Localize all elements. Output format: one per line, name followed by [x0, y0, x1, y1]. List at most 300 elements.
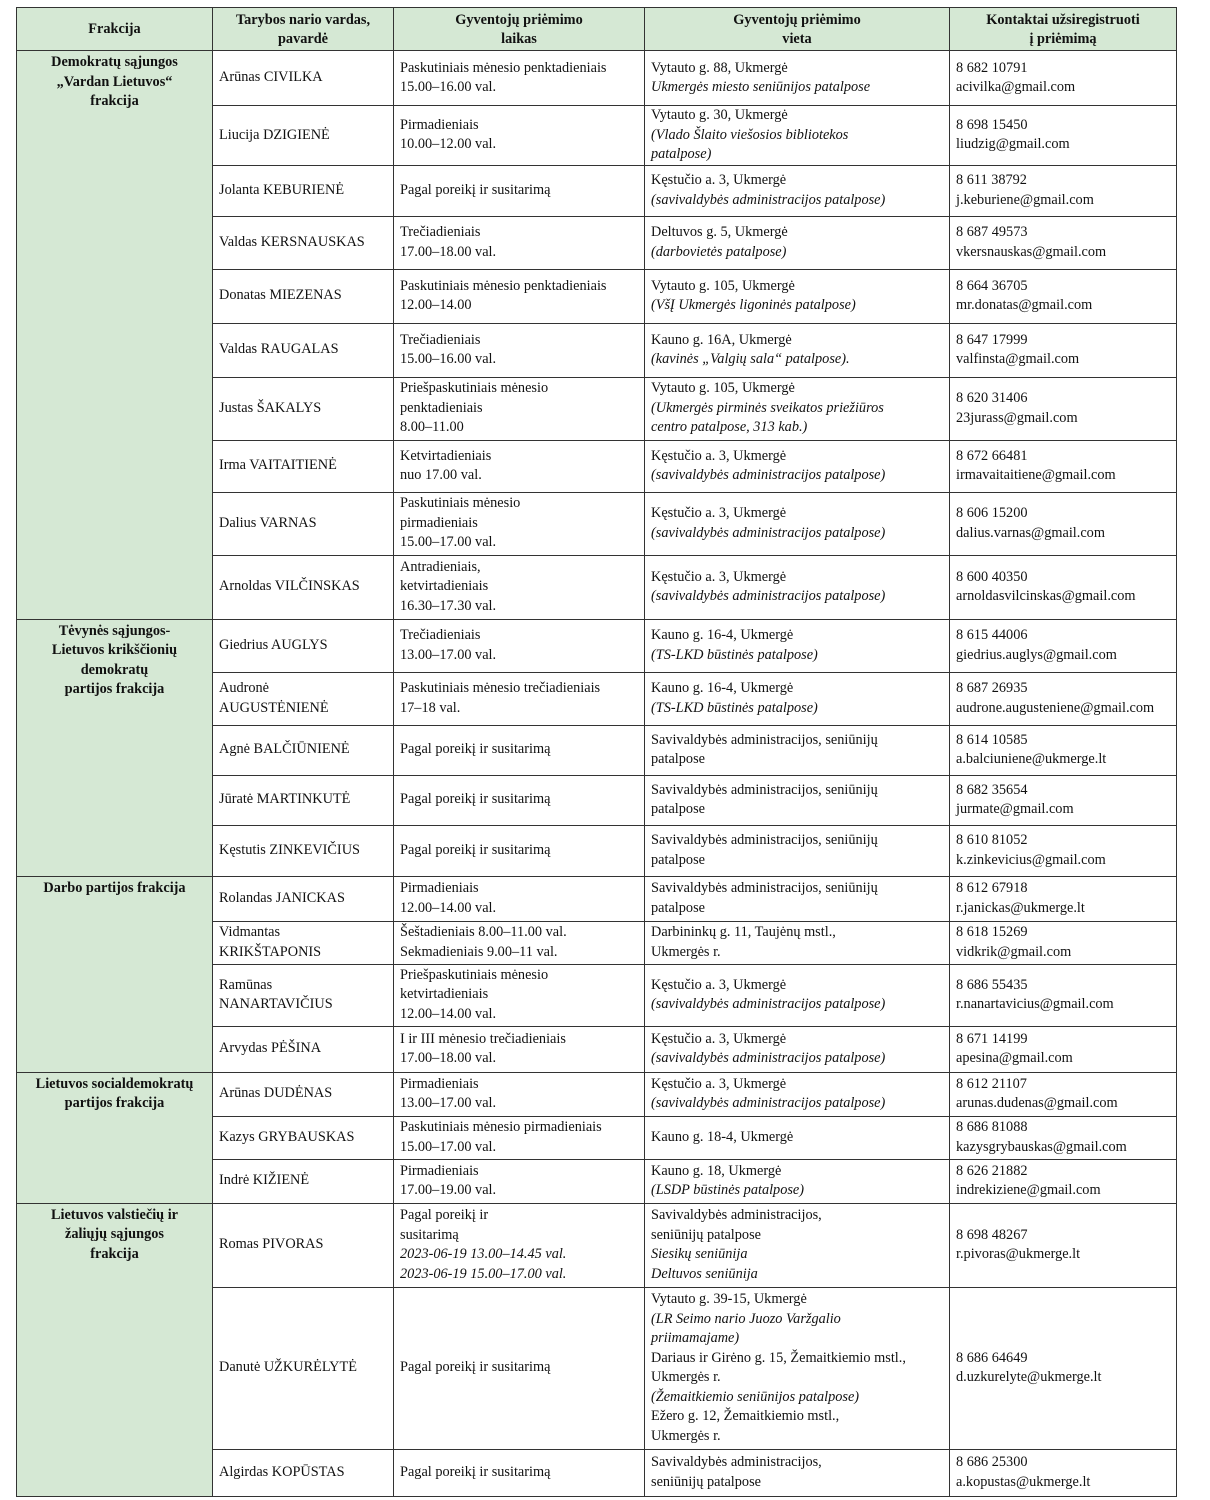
reception-place-cell [645, 1026, 950, 1072]
contact-cell [950, 555, 1177, 619]
reception-time-cell [394, 216, 645, 269]
reception-place-line: Kęstučio a. 3, Ukmergė [651, 447, 787, 464]
member-name-cell [213, 323, 394, 377]
email-address: liudzig@gmail.com [956, 136, 1070, 153]
member-name-cell [213, 921, 394, 964]
reception-place-line: (VšĮ Ukmergės ligoninės patalpose) [651, 297, 856, 313]
reception-time-line: I ir III mėnesio trečiadieniais [400, 1030, 566, 1047]
contact-cell [950, 165, 1177, 216]
email-address: kazysgrybauskas@gmail.com [956, 1138, 1127, 1155]
reception-time-line: 8.00–11.00 [400, 419, 464, 436]
header-reception-time: Gyventojų priėmimo laikas [394, 8, 645, 51]
member-name-line: Dalius VARNAS [219, 514, 317, 531]
phone-number: 8 618 15269 [956, 924, 1028, 940]
reception-time-cell [394, 323, 645, 377]
member-name-line: Ramūnas [219, 976, 273, 993]
faction-name-cell [17, 1203, 213, 1496]
contact-cell [950, 1287, 1177, 1449]
contact-cell [950, 440, 1177, 492]
reception-place-cell [645, 921, 950, 964]
faction-name-line: Tėvynės sąjungos- [58, 622, 171, 639]
reception-place-line: Ukmergės miesto seniūnijos patalpose [651, 79, 871, 95]
reception-time-cell [394, 440, 645, 492]
reception-place-line: (Ukmergės pirminės sveikatos priežiūros [651, 399, 884, 416]
member-name-cell [213, 1072, 394, 1116]
header-reception-place: Gyventojų priėmimo vieta [645, 8, 950, 51]
email-address: r.janickas@ukmerge.lt [956, 899, 1085, 916]
reception-place-line: Ežero g. 12, Žemaitkiemio mstl., [651, 1408, 840, 1424]
contact-cell [950, 964, 1177, 1026]
email-address: mr.donatas@gmail.com [956, 297, 1093, 313]
contact-cell [950, 51, 1177, 106]
member-name-cell [213, 106, 394, 166]
phone-number: 8 612 67918 [956, 880, 1028, 896]
reception-place-line: (savivaldybės administracijos patalpose) [651, 1050, 886, 1066]
reception-time-line: Paskutiniais mėnesio pirmadieniais [400, 1119, 602, 1135]
reception-time-line: Paskutiniais mėnesio penktadieniais [400, 277, 607, 294]
header-member-name: Tarybos nario vardas, pavardė [213, 8, 394, 51]
reception-time-line: 17.00–18.00 val. [400, 1050, 497, 1066]
reception-time-cell [394, 377, 645, 440]
phone-number: 8 687 26935 [956, 680, 1028, 696]
reception-place-cell [645, 1159, 950, 1203]
contact-cell [950, 1116, 1177, 1159]
phone-number: 8 686 25300 [956, 1454, 1028, 1470]
reception-place-line: Kęstučio a. 3, Ukmergė [651, 976, 787, 993]
reception-place-line: (savivaldybės administracijos patalpose) [651, 524, 886, 541]
reception-time-line: ketvirtadieniais [400, 986, 489, 1003]
email-address: giedrius.auglys@gmail.com [956, 646, 1117, 663]
table-row [17, 51, 1177, 106]
member-name-line: NANARTAVIČIUS [219, 996, 333, 1012]
member-name-line: Arvydas PĖŠINA [219, 1040, 322, 1057]
member-name-cell [213, 269, 394, 323]
reception-time-cell [394, 1449, 645, 1496]
member-name-cell [213, 377, 394, 440]
member-name-line: Arūnas DUDĖNAS [219, 1085, 333, 1102]
member-name-cell [213, 165, 394, 216]
member-name-line: Valdas KERSNAUSKAS [219, 233, 365, 250]
reception-place-line: Savivaldybės administracijos, seniūnijų [651, 832, 878, 848]
phone-number: 8 600 40350 [956, 568, 1028, 585]
reception-place-line: Kęstučio a. 3, Ukmergė [651, 172, 787, 188]
reception-place-line: Kauno g. 18-4, Ukmergė [651, 1128, 794, 1145]
reception-time-line: 16.30–17.30 val. [400, 597, 497, 614]
reception-time-line: 12.00–14.00 val. [400, 1005, 497, 1022]
reception-time-line: 12.00–14.00 val. [400, 899, 497, 916]
member-name-line: Audronė [219, 680, 270, 696]
reception-time-cell [394, 672, 645, 725]
reception-place-line: (darbovietės patalpose) [651, 243, 787, 260]
reception-time-line: Ketvirtadieniais [400, 447, 492, 464]
email-address: vidkrik@gmail.com [956, 943, 1072, 960]
reception-place-line: Kęstučio a. 3, Ukmergė [651, 1075, 787, 1092]
reception-place-line: Ukmergės r. [651, 1427, 721, 1444]
member-name-cell [213, 775, 394, 825]
member-name-line: Arnoldas VILČINSKAS [219, 578, 360, 595]
reception-place-cell [645, 1116, 950, 1159]
reception-time-cell [394, 1072, 645, 1116]
contact-cell [950, 269, 1177, 323]
phone-number: 8 672 66481 [956, 447, 1028, 464]
member-name-line: Agnė BALČIŪNIENĖ [219, 741, 350, 758]
reception-place-line: Vytauto g. 30, Ukmergė [651, 107, 788, 123]
reception-place-line: seniūnijų patalpose [651, 1473, 761, 1490]
reception-place-line: centro patalpose, 313 kab.) [651, 419, 808, 436]
reception-place-line: patalpose [651, 851, 705, 868]
reception-place-line: (TS-LKD būstinės patalpose) [651, 646, 818, 663]
reception-time-line: penktadieniais [400, 399, 483, 416]
reception-time-cell [394, 492, 645, 555]
phone-number: 8 671 14199 [956, 1030, 1028, 1047]
reception-place-line: Savivaldybės administracijos, [651, 1454, 822, 1470]
member-name-line: Justas ŠAKALYS [219, 399, 322, 416]
email-address: apesina@gmail.com [956, 1050, 1073, 1066]
reception-time-line: 12.00–14.00 [400, 297, 472, 313]
reception-time-line: 2023-06-19 15.00–17.00 val. [400, 1265, 567, 1282]
faction-name-line: frakcija [90, 93, 139, 109]
reception-time-line: pirmadieniais [400, 514, 478, 531]
faction-name-cell [17, 619, 213, 876]
table-row [17, 1203, 1177, 1287]
reception-place-line: patalpose) [651, 146, 712, 162]
reception-place-line: patalpose [651, 899, 705, 916]
member-name-line: Liucija DZIGIENĖ [219, 126, 330, 143]
reception-place-cell [645, 555, 950, 619]
member-name-line: Valdas RAUGALAS [219, 341, 339, 358]
email-address: valfinsta@gmail.com [956, 351, 1080, 367]
reception-time-line: 17–18 val. [400, 699, 461, 716]
reception-place-cell [645, 165, 950, 216]
reception-time-line: Paskutiniais mėnesio trečiadieniais [400, 680, 601, 696]
reception-place-line: (savivaldybės administracijos patalpose) [651, 467, 886, 483]
member-name-cell [213, 1449, 394, 1496]
email-address: k.zinkevicius@gmail.com [956, 851, 1106, 868]
member-name-line: Jolanta KEBURIENĖ [219, 181, 345, 198]
reception-place-line: (savivaldybės administracijos patalpose) [651, 996, 886, 1012]
reception-place-cell [645, 1072, 950, 1116]
reception-place-line: (TS-LKD būstinės patalpose) [651, 699, 818, 716]
reception-time-line: 13.00–17.00 val. [400, 646, 497, 663]
email-address: d.uzkurelyte@ukmerge.lt [956, 1369, 1102, 1385]
reception-place-cell [645, 323, 950, 377]
reception-time-line: Šeštadieniais 8.00–11.00 val. [400, 924, 567, 940]
reception-time-line: Antradieniais, [400, 558, 481, 575]
reception-time-cell [394, 555, 645, 619]
header-contacts: Kontaktai užsiregistruoti į priėmimą [950, 8, 1177, 51]
faction-name-line: partijos frakcija [64, 681, 165, 697]
member-name-cell [213, 51, 394, 106]
table-row [17, 876, 1177, 921]
reception-time-cell [394, 1116, 645, 1159]
phone-number: 8 682 35654 [956, 781, 1028, 798]
reception-time-cell [394, 1159, 645, 1203]
reception-place-cell [645, 964, 950, 1026]
reception-time-line: nuo 17.00 val. [400, 467, 482, 483]
reception-place-line: Savivaldybės administracijos, seniūnijų [651, 781, 878, 798]
member-name-line: Jūratė MARTINKUTĖ [219, 791, 351, 808]
phone-number: 8 612 21107 [956, 1075, 1027, 1092]
reception-place-line: Vytauto g. 88, Ukmergė [651, 59, 788, 76]
reception-place-line: Siesikų seniūnija [651, 1246, 748, 1262]
reception-place-cell [645, 876, 950, 921]
member-name-line: Giedrius AUGLYS [219, 636, 328, 653]
contact-cell [950, 672, 1177, 725]
reception-place-line: Kauno g. 18, Ukmergė [651, 1162, 782, 1179]
email-address: a.balciuniene@ukmerge.lt [956, 751, 1107, 767]
contact-cell [950, 1203, 1177, 1287]
reception-place-line: Savivaldybės administracijos, seniūnijų [651, 731, 878, 748]
reception-time-line: 17.00–18.00 val. [400, 243, 497, 260]
member-name-line: Indrė KIŽIENĖ [219, 1172, 310, 1189]
member-name-cell [213, 825, 394, 876]
reception-place-cell [645, 216, 950, 269]
reception-place-line: Ukmergės r. [651, 943, 721, 960]
phone-number: 8 664 36705 [956, 277, 1028, 294]
contact-cell [950, 725, 1177, 775]
reception-time-cell [394, 269, 645, 323]
member-name-cell [213, 1026, 394, 1072]
reception-place-line: Savivaldybės administracijos, seniūnijų [651, 880, 878, 896]
reception-time-line: Pagal poreikį ir susitarimą [400, 1463, 551, 1480]
reception-time-line: Trečiadieniais [400, 331, 481, 348]
member-name-line: Donatas MIEZENAS [219, 287, 342, 304]
reception-time-line: 10.00–12.00 val. [400, 136, 497, 153]
email-address: arunas.dudenas@gmail.com [956, 1095, 1118, 1111]
reception-time-cell [394, 1026, 645, 1072]
reception-place-cell [645, 51, 950, 106]
email-address: a.kopustas@ukmerge.lt [956, 1473, 1091, 1490]
faction-name-line: Lietuvos krikščionių [51, 642, 178, 658]
reception-place-line: seniūnijų patalpose [651, 1226, 761, 1243]
reception-place-line: Kauno g. 16-4, Ukmergė [651, 680, 794, 696]
phone-number: 8 686 64649 [956, 1349, 1028, 1366]
faction-name-cell [17, 51, 213, 620]
phone-number: 8 610 81052 [956, 832, 1028, 848]
member-name-cell [213, 492, 394, 555]
member-name-cell [213, 672, 394, 725]
reception-place-line: Kęstučio a. 3, Ukmergė [651, 568, 787, 585]
reception-time-line: 15.00–16.00 val. [400, 79, 497, 95]
contact-cell [950, 825, 1177, 876]
reception-place-line: Kauno g. 16A, Ukmergė [651, 331, 792, 348]
reception-place-line: (LR Seimo nario Juozo Varžgalio [651, 1310, 841, 1327]
reception-place-cell [645, 1449, 950, 1496]
reception-time-line: Pagal poreikį ir susitarimą [400, 841, 551, 858]
reception-time-line: Pagal poreikį ir susitarimą [400, 791, 551, 808]
reception-place-line: Darbininkų g. 11, Taujėnų mstl., [651, 924, 836, 940]
email-address: 23jurass@gmail.com [956, 409, 1078, 426]
reception-time-line: Priešpaskutiniais mėnesio [400, 966, 549, 983]
reception-place-line: Savivaldybės administracijos, [651, 1207, 822, 1223]
reception-place-line: Deltuvos seniūnija [651, 1265, 758, 1282]
member-name-cell [213, 1116, 394, 1159]
reception-schedule-table [16, 7, 1177, 1497]
reception-time-line: Priešpaskutiniais mėnesio [400, 380, 549, 397]
reception-place-line: (savivaldybės administracijos patalpose) [651, 1095, 886, 1111]
reception-place-line: patalpose [651, 801, 705, 817]
header-frakcija: Frakcija [17, 8, 213, 51]
reception-time-line: 17.00–19.00 val. [400, 1182, 497, 1198]
reception-place-cell [645, 725, 950, 775]
reception-time-line: Pagal poreikį ir susitarimą [400, 741, 551, 758]
reception-time-cell [394, 165, 645, 216]
reception-time-cell [394, 1287, 645, 1449]
contact-cell [950, 876, 1177, 921]
member-name-cell [213, 876, 394, 921]
faction-name-line: Lietuvos socialdemokratų [35, 1075, 194, 1092]
reception-place-cell [645, 775, 950, 825]
faction-name-line: demokratų [80, 661, 149, 678]
reception-place-cell [645, 492, 950, 555]
contact-cell [950, 377, 1177, 440]
reception-time-line: 2023-06-19 13.00–14.45 val. [400, 1246, 567, 1262]
email-address: jurmate@gmail.com [956, 801, 1074, 817]
faction-name-cell [17, 876, 213, 1072]
reception-place-line: (LSDP būstinės patalpose) [651, 1182, 805, 1198]
member-name-line: Irma VAITAITIENĖ [219, 457, 337, 474]
phone-number: 8 614 10585 [956, 731, 1028, 748]
phone-number: 8 626 21882 [956, 1162, 1028, 1179]
faction-name-cell [17, 1072, 213, 1203]
reception-place-line: Ukmergės r. [651, 1369, 721, 1385]
email-address: r.pivoras@ukmerge.lt [956, 1246, 1081, 1262]
phone-number: 8 686 81088 [956, 1119, 1028, 1135]
email-address: j.keburiene@gmail.com [956, 191, 1094, 208]
phone-number: 8 682 10791 [956, 59, 1028, 76]
reception-time-line: 15.00–17.00 val. [400, 534, 497, 551]
member-name-cell [213, 1159, 394, 1203]
table-row [17, 1072, 1177, 1116]
reception-time-line: Paskutiniais mėnesio [400, 495, 521, 512]
faction-name-line: partijos frakcija [64, 1095, 165, 1111]
reception-time-cell [394, 964, 645, 1026]
phone-number: 8 647 17999 [956, 331, 1028, 348]
member-name-cell [213, 1203, 394, 1287]
reception-place-line: Vytauto g. 105, Ukmergė [651, 380, 795, 397]
faction-name-line: „Vardan Lietuvos“ [56, 73, 173, 90]
reception-time-cell [394, 775, 645, 825]
member-name-line: KRIKŠTAPONIS [219, 943, 322, 960]
reception-place-cell [645, 440, 950, 492]
email-address: indrekiziene@gmail.com [956, 1182, 1101, 1198]
email-address: acivilka@gmail.com [956, 79, 1076, 95]
phone-number: 8 611 38792 [956, 172, 1027, 188]
reception-place-line: Kęstučio a. 3, Ukmergė [651, 505, 787, 521]
faction-name-line: žaliųjų sąjungos [65, 1226, 164, 1242]
contact-cell [950, 1072, 1177, 1116]
reception-place-cell [645, 1203, 950, 1287]
contact-cell [950, 1159, 1177, 1203]
reception-time-line: Trečiadieniais [400, 224, 481, 240]
reception-place-line: (Vlado Šlaito viešosios bibliotekos [651, 126, 849, 143]
member-name-cell [213, 216, 394, 269]
phone-number: 8 606 15200 [956, 505, 1028, 521]
email-address: irmavaitaitiene@gmail.com [956, 467, 1116, 483]
reception-time-cell [394, 51, 645, 106]
reception-place-line: priimamajame) [651, 1330, 740, 1346]
reception-time-cell [394, 1203, 645, 1287]
table-body [17, 51, 1177, 1497]
member-name-cell [213, 619, 394, 672]
reception-place-line: Deltuvos g. 5, Ukmergė [651, 224, 788, 240]
reception-place-cell [645, 619, 950, 672]
reception-place-cell [645, 1287, 950, 1449]
contact-cell [950, 1449, 1177, 1496]
contact-cell [950, 921, 1177, 964]
phone-number: 8 698 15450 [956, 116, 1028, 133]
faction-name-line: Darbo partijos frakcija [43, 879, 186, 896]
email-address: r.nanartavicius@gmail.com [956, 996, 1114, 1012]
reception-time-line: ketvirtadieniais [400, 578, 489, 595]
reception-time-cell [394, 825, 645, 876]
member-name-cell [213, 440, 394, 492]
reception-time-line: Trečiadieniais [400, 627, 481, 643]
member-name-line: Romas PIVORAS [219, 1236, 324, 1253]
reception-time-cell [394, 619, 645, 672]
phone-number: 8 615 44006 [956, 627, 1028, 643]
member-name-line: Rolandas JANICKAS [219, 889, 345, 906]
email-address: dalius.varnas@gmail.com [956, 524, 1105, 541]
member-name-line: Danutė UŽKURĖLYTĖ [219, 1359, 357, 1376]
reception-place-line: (kavinės „Valgių sala“ patalpose). [651, 351, 850, 367]
reception-place-line: patalpose [651, 751, 705, 767]
faction-name-line: frakcija [90, 1245, 139, 1262]
reception-time-cell [394, 725, 645, 775]
reception-time-line: Paskutiniais mėnesio penktadieniais [400, 59, 607, 76]
reception-time-line: Pirmadieniais [400, 880, 479, 896]
reception-time-cell [394, 876, 645, 921]
reception-place-line: Kęstučio a. 3, Ukmergė [651, 1030, 787, 1047]
faction-name-line: Demokratų sąjungos [51, 54, 178, 70]
email-address: audrone.augusteniene@gmail.com [956, 699, 1155, 716]
reception-time-line: 15.00–17.00 val. [400, 1138, 497, 1155]
member-name-cell [213, 1287, 394, 1449]
faction-name-line: Lietuvos valstiečių ir [50, 1206, 179, 1223]
member-name-line: AUGUSTĖNIENĖ [219, 699, 329, 716]
reception-place-line: (savivaldybės administracijos patalpose) [651, 191, 886, 208]
reception-place-cell [645, 825, 950, 876]
member-name-line: Vidmantas [219, 924, 281, 940]
contact-cell [950, 619, 1177, 672]
email-address: arnoldasvilcinskas@gmail.com [956, 588, 1136, 604]
reception-time-line: Pagal poreikį ir [400, 1207, 489, 1223]
member-name-cell [213, 555, 394, 619]
reception-place-cell [645, 377, 950, 440]
member-name-line: Algirdas KOPŪSTAS [219, 1463, 345, 1480]
table-header-row [17, 8, 1177, 51]
reception-time-line: Pagal poreikį ir susitarimą [400, 1359, 551, 1376]
contact-cell [950, 323, 1177, 377]
contact-cell [950, 1026, 1177, 1072]
reception-place-line: Kauno g. 16-4, Ukmergė [651, 627, 794, 643]
contact-cell [950, 492, 1177, 555]
member-name-cell [213, 725, 394, 775]
phone-number: 8 620 31406 [956, 390, 1028, 406]
reception-time-cell [394, 921, 645, 964]
reception-place-cell [645, 672, 950, 725]
member-name-cell [213, 964, 394, 1026]
reception-time-line: 13.00–17.00 val. [400, 1095, 497, 1111]
member-name-line: Kęstutis ZINKEVIČIUS [219, 841, 360, 858]
reception-time-line: Sekmadieniais 9.00–11 val. [400, 943, 558, 960]
reception-time-line: Pirmadieniais [400, 1162, 479, 1179]
phone-number: 8 687 49573 [956, 224, 1028, 240]
table-row [17, 619, 1177, 672]
reception-place-cell [645, 269, 950, 323]
phone-number: 8 686 55435 [956, 976, 1028, 993]
reception-place-line: (Žemaitkiemio seniūnijos patalpose) [651, 1388, 860, 1405]
